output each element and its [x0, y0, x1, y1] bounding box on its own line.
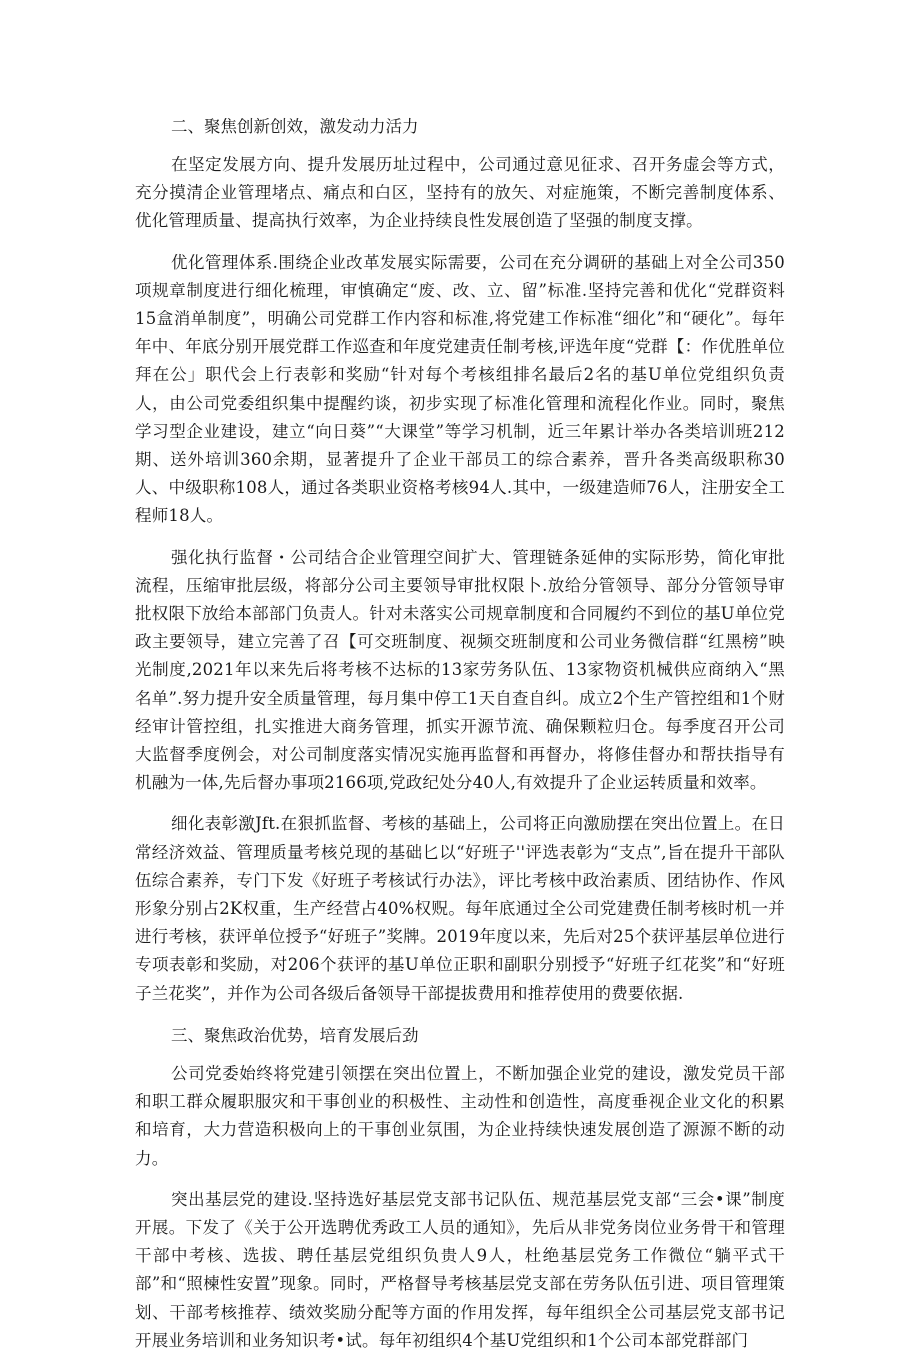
- supervision-paragraph: 强化执行监督・公司结合企业管理空间扩大、管理链条延伸的实际形势，简化审批流程，压缩审批层级，将部分公司主要领导审批权限卜.放给分管领导、部分分管领导审批权限下放给本部部门负责人。针对未落实公司规章制度和合同履约不到位的基U单位党政主要领导，建立完善了召【可交班制度、视频交班制度和公司业务微信群“红黑榜”映光制度,2021年以来先后将考核不达标的13家劳务队伍、13家物资机械供应商纳入“黑名单”.努力提升安全质量管理，每月集中停工1天自查自纠。成立2个生产管控组和1个财经审计管控组，扎实推进大商务管理，抓实开源节流、确保颗粒归仓。每季度召开公司大监督季度例会，对公司制度落实情况实施再监督和再督办，将修佳督办和帮扶指导有机融为一体,先后督办事项2166项,党政纪处分40人,有效提升了企业运转质量和效率。: [135, 547, 785, 793]
- management-system-paragraph: 优化管理体系.围绕企业改革发展实际需要，公司在充分调研的基础上对全公司350项规章制度进行细化梳理，审慎确定“废、改、立、留”标准.坚持完善和优化“党群资料15盒消单制度”，明确公司党群工作内容和标准,将党建工作标准“细化”和“硬化”。每年年中、年底分别开展党群工作巡查和年度党建责任制考核,评选年度“党群【：作优胜单位拜在公」职代会上行表彰和奖励“针对每个考核组排名最后2名的基U单位党组织负责人，由公司党委组织集中提醒约谈，初步实现了标准化管理和流程化作业。同时，聚焦学习型企业建设，建立“向日葵”“大课堂”等学习机制，近三年累计举办各类培训班212期、送外培训360余期，显著提升了企业干部员工的综合素养，晋升各类高级职称30人、中级职称108人，通过各类职业资格考核94人.其中，一级建造师76人，注册安全工程师18人。: [135, 252, 785, 526]
- section-2-intro-paragraph: 在坚定发展方向、提升发展历址过程中，公司通过意见征求、召开务虚会等方式，充分摸清企业管理堵点、痛点和白区，坚持有的放矢、对症施策，不断完善制度体系、优化管理质量、提高执行效率，为企业持续良性发展创造了坚强的制度支撑。: [135, 155, 785, 231]
- section-3-heading: 三、聚焦政治优势，培育发展后劲: [171, 1025, 419, 1045]
- section-2-heading: 二、聚焦创新创效，激发动力活力: [171, 117, 419, 136]
- section-3-intro-paragraph: 公司党委始终将党建引领摆在突出位置上，不断加强企业党的建设，激发党员干部和职工群众履职服灾和干事创业的积极性、主动性和创造性，高度垂视企业文化的积累和培育，大力营造积极向上的干事创业氛围，为企业持续快速发展创造了源源不断的动力。: [135, 1063, 785, 1168]
- incentive-paragraph: 细化表彰激Jft.在狠抓监督、考核的基础上，公司将正向激励摆在突出位置上。在日常经济效益、管理质量考核兑现的基础匕以“好班子''评选表彰为“支点”,旨在提升干部队伍综合素养，专门下发《好班子考核试行办法》，评比考核中政治素质、团结协作、作风形象分别占2K权重，生产经营占40%权贶。每年底通过全公司党建费任制考核时机一并进行考核，获评单位授予“好班子”奖牌。2019年度以来，先后对25个获评基层单位进行专项表彰和奖励，对206个获评的基U单位正职和副职分别授予“好班子红花奖”和“好班子兰花奖”，并作为公司各级后备领导干部提拔费用和推荐使用的费要依据.: [135, 814, 785, 1003]
- grassroots-party-paragraph: 突出基层党的建设.坚持选好基层党支部书记队伍、规范基层党支部“三会•课”制度开展。下发了《关于公开选聘优秀政工人员的通知》，先后从非党务岗位业务骨干和管理干部中考核、选拔、聘任基层党组织负贵人9人，杜绝基层党务工作微位“躺平式干部”和“照楝性安置”现象。同时，严格督导考核基层党支部在劳务队伍引进、项目管理策划、干部考核推荐、绩效奖励分配等方面的作用发挥，每年组织全公司基层党支部书记开展业务培训和业务知识考•试。每年初组织4个基U党组织和1个公司本部党群部门: [135, 1189, 785, 1350]
- document-page: [135, 112, 785, 1368]
